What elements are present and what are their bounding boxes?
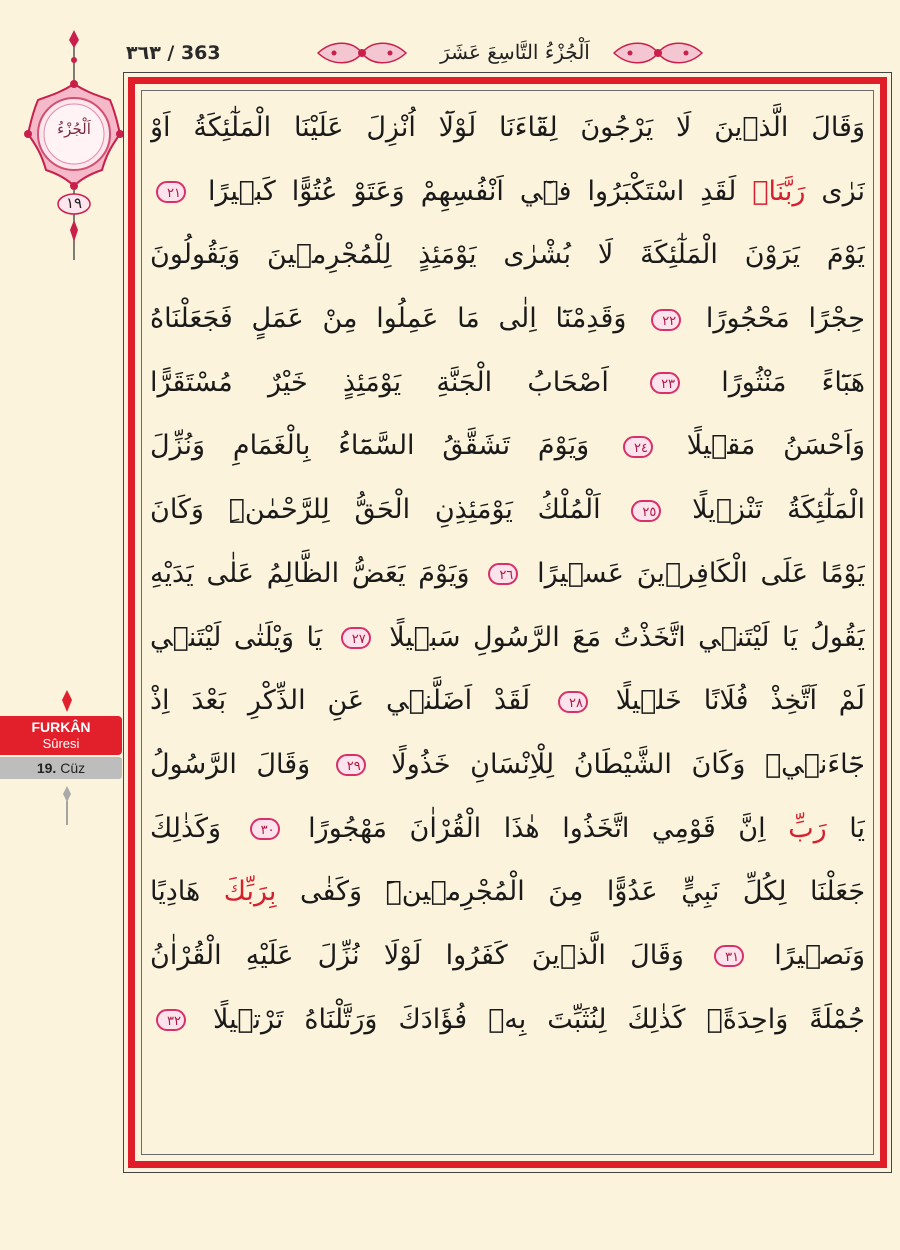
verse-text: جُمْلَةً وَاحِدَةًۚ كَذٰلِكَ لِنُثَبِّتَ بِه۪ فُؤَادَكَ وَرَتَّلْنَاهُ تَرْت۪يلًا <box>192 1003 865 1035</box>
verse-line <box>150 160 865 224</box>
verse-text: يَقُولُ يَا لَيْتَن۪ي اتَّخَذْتُ مَعَ الرَّسُولِ سَب۪يلًا <box>376 621 865 653</box>
verse-text: وَقَالَ الَّذ۪ينَ كَفَرُوا لَوْلَا نُزِّلَ عَلَيْهِ الْقُرْاٰنُ <box>150 939 709 971</box>
verse-text: لَقَدِ اسْتَكْبَرُوا ف۪ٓي اَنْفُسِهِمْ وَعَتَوْ عُتُوًّا كَب۪يرًا <box>192 175 753 207</box>
ayah-number-marker: ٢٢ <box>651 309 681 331</box>
verse-text: حِجْرًا مَحْجُورًا <box>687 303 865 335</box>
verse-text: جَٓاءَن۪يۜ وَكَانَ الشَّيْطَانُ لِلْاِنْسَانِ خَذُولًا <box>371 748 865 780</box>
verse-line <box>150 351 865 415</box>
sure-name-box <box>0 716 122 755</box>
ayah-number-marker: ٢٥ <box>631 500 661 522</box>
juz-medallion-ornament <box>14 30 134 260</box>
verse-text: وَقَالَ الرَّسُولُ <box>150 748 330 780</box>
sure-name: FURKÂN <box>31 719 91 735</box>
verse-text-block <box>150 96 865 1051</box>
cuz-box <box>0 757 122 779</box>
verse-text: الْمَلٰٓئِكَةُ تَنْز۪يلًا <box>667 494 865 526</box>
verse-text: جَعَلْنَا لِكُلِّ نَبِيٍّ عَدُوًّا مِنَ الْمُجْرِم۪ينَۜ وَكَفٰى <box>276 876 865 908</box>
verse-text: لَمْ اَتَّخِذْ فُلَانًا خَل۪يلًا <box>593 685 865 717</box>
verse-line <box>150 96 865 160</box>
juz-medallion-label: اَلْجُزْءُ <box>57 120 91 138</box>
verse-text: اَصْحَابُ الْجَنَّةِ يَوْمَئِذٍ خَيْرٌ مُسْتَقَرًّا <box>150 366 645 398</box>
ayah-number-marker: ٣١ <box>714 945 744 967</box>
header-right-ornament <box>608 38 708 68</box>
ayah-number-marker: ٢٨ <box>558 691 588 713</box>
cuz-word: Cüz <box>60 760 86 776</box>
ayah-number-marker: ٣٢ <box>156 1009 186 1031</box>
ayah-number-marker: ٢١ <box>156 181 186 203</box>
verse-text: وَاَحْسَنُ مَق۪يلًا <box>658 430 865 462</box>
verse-text: وَيَوْمَ تَشَقَّقُ السَّمَٓاءُ بِالْغَمَامِ وَنُزِّلَ <box>150 430 617 462</box>
verse-line <box>150 606 865 670</box>
verse-text: يَوْمًا عَلَى الْكَافِر۪ينَ عَس۪يرًا <box>524 557 865 589</box>
sure-word: Sûresi <box>42 736 80 751</box>
verse-line <box>150 542 865 606</box>
verse-line <box>150 414 865 478</box>
verse-line <box>150 988 865 1052</box>
verse-text-highlight: رَبَّنَاۜ <box>752 175 806 207</box>
ayah-number-marker: ٢٩ <box>336 754 366 776</box>
verse-text: يَا وَيْلَتٰى لَيْتَن۪ي <box>150 621 335 653</box>
verse-text: لَقَدْ اَضَلَّن۪ي عَنِ الذِّكْرِ بَعْدَ اِذْ <box>150 685 552 717</box>
verse-text: هَبَٓاءً مَنْثُورًا <box>686 366 865 398</box>
verse-text: يَا <box>826 812 865 844</box>
ayah-number-marker: ٢٣ <box>650 372 680 394</box>
sure-label <box>0 716 122 779</box>
verse-text-highlight: رَبِّ <box>788 812 827 844</box>
juz-title: اَلْجُزْءُ التَّاسِعَ عَشَرَ <box>440 40 590 64</box>
page-number: ٣٦٣ / 363 <box>126 42 221 64</box>
ayah-number-marker: ٢٤ <box>623 436 653 458</box>
verse-text: وَنَص۪يرًا <box>750 939 865 971</box>
verse-line <box>150 733 865 797</box>
ayah-number-marker: ٢٦ <box>488 563 518 585</box>
verse-line <box>150 223 865 287</box>
verse-line <box>150 287 865 351</box>
ayah-number-marker: ٣٠ <box>250 818 280 840</box>
verse-text: نَرٰى <box>805 175 865 207</box>
ayah-number-marker: ٢٧ <box>341 627 371 649</box>
header-left-ornament <box>312 38 412 68</box>
verse-text-highlight: بِرَبِّكَ <box>223 876 277 908</box>
verse-text: وَيَوْمَ يَعَضُّ الظَّالِمُ عَلٰى يَدَيْهِ <box>150 557 483 589</box>
verse-text: هَادِيًا <box>150 876 224 908</box>
juz-medallion-number: ١٩ <box>65 194 83 212</box>
cuz-number: 19. <box>36 760 57 776</box>
verse-text: اَلْمُلْكُ يَوْمَئِذِنِ الْحَقُّ لِلرَّحْمٰنِۜ وَكَانَ <box>150 494 626 526</box>
verse-text: وَكَذٰلِكَ <box>150 812 244 844</box>
verse-text: يَوْمَ يَرَوْنَ الْمَلٰٓئِكَةَ لَا بُشْرٰى يَوْمَئِذٍ لِلْمُجْرِم۪ينَ وَيَقُولُونَ <box>150 239 865 271</box>
juz-medallion <box>14 30 134 260</box>
verse-text: وَقَالَ الَّذ۪ينَ لَا يَرْجُونَ لِقَٓاءَنَا لَوْلَٓا اُنْزِلَ عَلَيْنَا الْمَلٰٓئِكَةُ اَوْ <box>150 112 865 143</box>
verse-line <box>150 797 865 861</box>
verse-line <box>150 924 865 988</box>
verse-line <box>150 478 865 542</box>
verse-line <box>150 669 865 733</box>
verse-line <box>150 860 865 924</box>
verse-text: اِنَّ قَوْمِي اتَّخَذُوا هٰذَا الْقُرْاٰنَ مَهْجُورًا <box>285 812 789 844</box>
verse-text: وَقَدِمْنَٓا اِلٰى مَا عَمِلُوا مِنْ عَمَلٍ فَجَعَلْنَاهُ <box>150 303 646 335</box>
